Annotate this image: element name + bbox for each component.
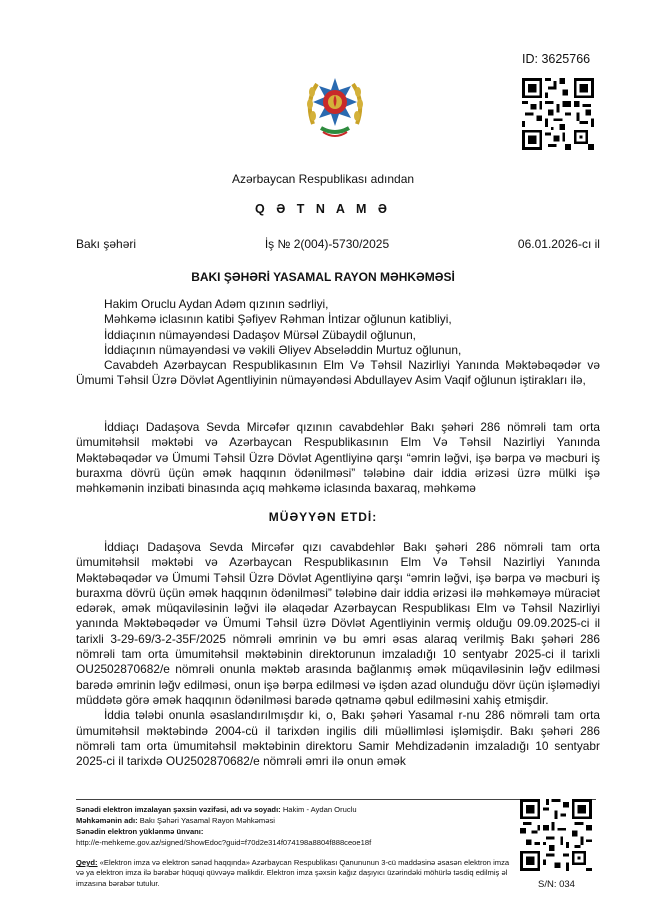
court-composition: [76, 297, 600, 389]
case-meta-row: [76, 237, 600, 251]
findings: [76, 540, 600, 769]
on-behalf-line: Azərbaycan Respublikası adından: [231, 172, 415, 186]
qr-code-icon: [520, 798, 592, 872]
intro-paragraph: [76, 420, 600, 496]
document-id: ID: 3625766: [522, 52, 591, 66]
footer-court: [76, 816, 516, 826]
signer-label: Sənədi elektron imzalayan şəxsin vəzifəsi, adı və soyadı:: [76, 805, 281, 814]
footer-divider: [76, 799, 596, 800]
footer-note: [76, 858, 516, 889]
finding-paragraph: İddiaçı Dadaşova Sevda Mircəfər qızı cavabdehlər Bakı şəhəri 286 nömrəli tam orta ümumitəhsil məktəbi və Azərbaycan Respublikasının Elm Və Təhsil Nazirliyi Yanında Məktəbəqədər və Ümumi Təhsil Üzrə Dövlət Agentliyinə qarşı “əmrin ləğvi, işə bərpa və məcburi iş buraxma dövrü üçün əmək haqqının ödənilməsi” tələbinə dair iddia ərizəsi ilə məhkəməyə müraciət edərək, əmək müqaviləsinin ləğvi ilə əlaqədar Azərbaycan Respublikası Elm və Təhsil Nazirliyi yanında Məktəbəqədər və Ümumi Təhsil üzrə Dövlət Agentliyinin vermiş olduğu 09.09.2025-ci il tarixli 3-29-69/3-2-35F/2025 nömrəli əmrinin və bu əmri əsas alaraq verilmiş Bakı şəhəri 286 nömrəli tam orta ümumitəhsil məktəbinin direktorunun imzaladığı 10 sentyabr 2025-ci il tarixli OU2502870682/e nömrəli onunla məktəb arasında bağlanmış əmək müqaviləsinin ləğv edilməsi barədə əmrinin ləğv edilməsi, onun işə bərpa edilməsi və işdən azad olunduğu dövr üçün işləmədiyi müddətə görə əmək haqqının ödənilməsi barədə qətnamə qəbul edilməsini xahiş etmişdir.: [76, 540, 600, 707]
court-name: BAKI ŞƏHƏRİ YASAMAL RAYON MƏHKƏMƏSİ: [191, 270, 455, 284]
court-value: Bakı Şəhəri Yasamal Rayon Məhkəməsi: [139, 816, 275, 825]
signer-value: Hakim - Aydan Oruclu: [282, 805, 357, 814]
composition-line: Məhkəmə iclasının katibi Şəfiyev Rəhman İntizar oğlunun katibliyi,: [104, 312, 452, 327]
note-label: Qeyd:: [76, 858, 98, 867]
footer-signer: [76, 805, 516, 815]
decision-date: 06.01.2026-cı il: [517, 237, 600, 251]
footer-url-label: [76, 827, 516, 837]
section-heading: MÜƏYYƏN ETDİ:: [268, 510, 378, 524]
case-number: İş № 2(004)-5730/2025: [264, 237, 390, 251]
qr-code-icon: [522, 76, 594, 152]
finding-paragraph: İddia tələbi onunla əsaslandırılmışdır ki, o, Bakı şəhəri Yasamal r-nu 286 nömrəli tam orta ümumitəhsil məktəbində 2004-cü il tarixdən ingilis dili müəllimləsi işləmişdir. Bakı şəhəri 286 nömrəli tam orta ümumitəhsil məktəbinin direktoru Samir Mehdizadənin imzaladığı 10 sentyabr 2025-ci il tarixdə OU2502870682/e nömrəli əmri ilə onun əmək: [76, 708, 600, 769]
court-label: Məhkəmənin adı:: [76, 816, 138, 825]
composition-line: Hakim Oruclu Aydan Adəm qızının sədrliyi,: [104, 297, 329, 311]
state-emblem-icon: [303, 72, 367, 144]
url-label: Sənədin elektron yüklənmə ünvanı:: [76, 827, 204, 836]
composition-line: İddiaçının nümayəndəsi və vəkili Əliyev Abseləddin Murtuz oğlunun,: [104, 342, 462, 357]
place: Bakı şəhəri: [76, 237, 137, 251]
document-title: Q Ə T N A M Ə: [255, 202, 391, 216]
note-text: «Elektron imza və elektron sənəd haqqında» Azərbaycan Respublikası Qanununun 3-cü maddəsinə əsasən elektron imza və ya elektron imza ilə bərabər hüquqi qüvvəyə malikdir. Elektron imza şəxsin kağız daşıyıcı üzərindəki möhürlə təsdiq edilmiş əl imzasına bərabər tutulur.: [76, 858, 510, 888]
serial-number: S/N: 034: [538, 879, 575, 890]
defendant-representative: Cavabdeh Azərbaycan Respublikasının Elm Və Təhsil Nazirliyi Yanında Məktəbəqədər və Ümumi Təhsil Üzrə Dövlət Agentliyinin nümayəndəsi Abdullayev Asim Vaqif oğlunun iştirakları ilə,: [76, 358, 600, 388]
intro-text: İddiaçı Dadaşova Sevda Mircəfər qızının cavabdehlər Bakı şəhəri 286 nömrəli tam orta ümumitəhsil məktəbi və Azərbaycan Respublikasının Elm Və Təhsil Nazirliyi Yanında Məktəbəqədər və Ümumi Təhsil Üzrə Dövlət Agentliyinə qarşı “əmrin ləğvi, işə bərpa və məcburi iş buraxma dövrü üçün əmək haqqının ödənilməsi” tələbinə dair iddia ərizəsi üzrə mülki işə məhkəmənin inzibati binasında açıq məhkəmə iclasında baxaraq, məhkəmə: [76, 420, 600, 496]
composition-line: İddiaçının nümayəndəsi Dadaşov Mürsəl Zübaydil oğlunun,: [104, 327, 416, 342]
document-url[interactable]: http://e-mehkeme.gov.az/signed/ShowEdoc?guid=f70d2e314f074198a8804f888ceoe18f: [76, 838, 372, 847]
